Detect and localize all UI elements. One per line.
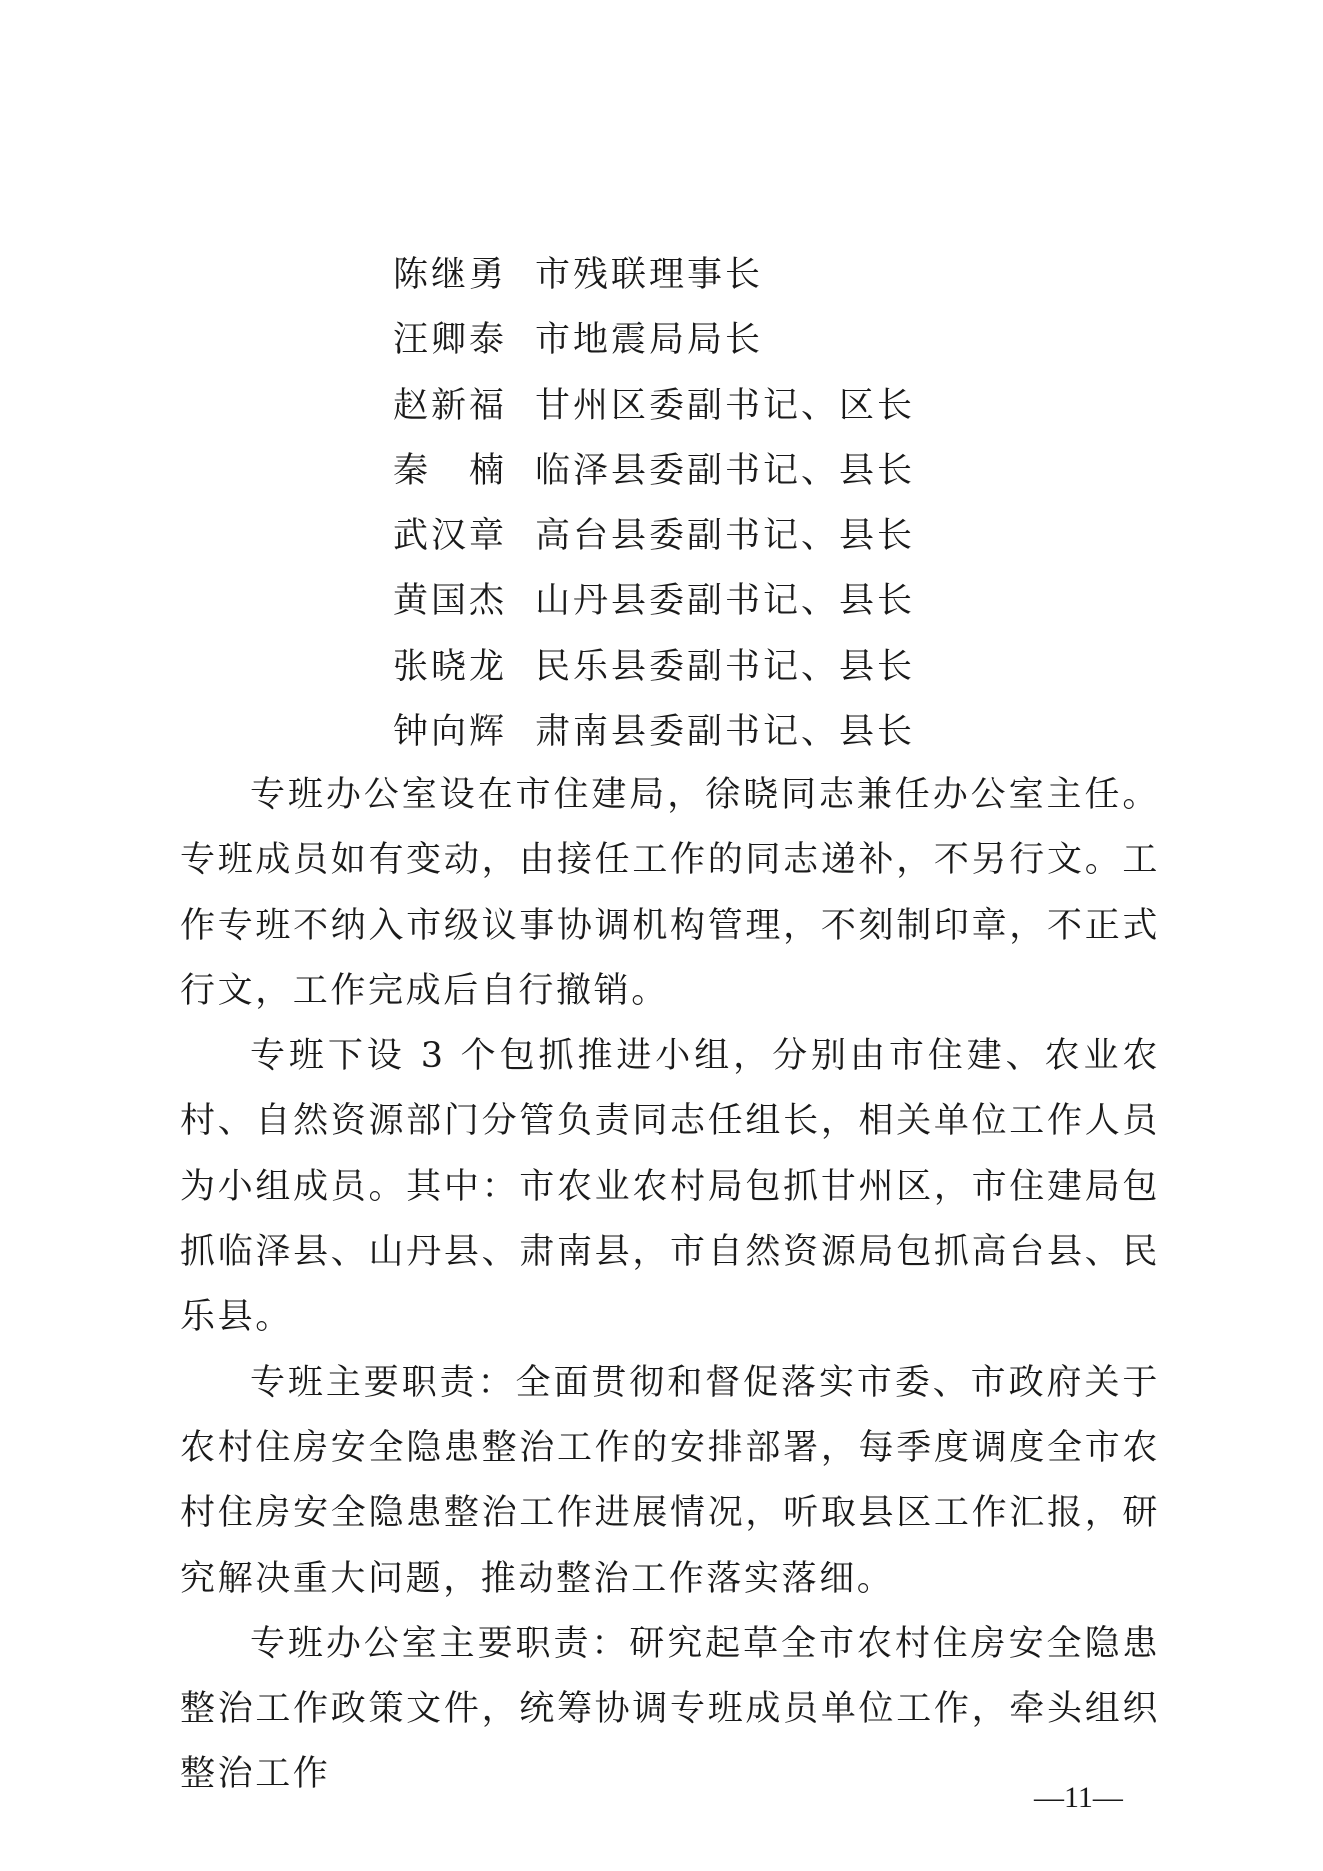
member-role: 市地震局局长	[535, 320, 764, 361]
member-list	[393, 243, 1213, 765]
member-row	[393, 504, 1213, 569]
member-row	[393, 374, 1213, 439]
member-name: 汪卿泰	[393, 320, 508, 361]
member-name: 陈继勇	[393, 255, 508, 295]
member-role: 山丹县委副书记、县长	[535, 581, 916, 622]
member-row	[393, 308, 1213, 373]
member-row	[393, 635, 1213, 700]
member-role: 甘州区委副书记、区长	[535, 385, 916, 426]
member-row	[393, 700, 1213, 765]
paragraph-main-duties: 专班主要职责：全面贯彻和督促落实市委、市政府关于农村住房安全隐患整治工作的安排部署，每季度调度全市农村住房安全隐患整治工作进展情况，听取县区工作汇报，研究解决重大问题，推动整治工作落实落细。	[180, 1362, 1160, 1599]
member-name: 张晓龙	[393, 646, 508, 687]
body-text	[180, 763, 1160, 1808]
member-role: 肃南县委副书记、县长	[535, 712, 916, 753]
member-role: 高台县委副书记、县长	[535, 516, 916, 557]
member-row	[393, 243, 1213, 308]
member-row	[393, 439, 1213, 504]
page-number: —11—	[1034, 1781, 1123, 1814]
paragraph-office-setup: 专班办公室设在市住建局，徐晓同志兼任办公室主任。专班成员如有变动，由接任工作的同志递补，不另行文。工作专班不纳入市级议事协调机构管理，不刻制印章，不正式行文，工作完成后自行撤销。	[180, 775, 1160, 1011]
member-name: 武汉章	[393, 516, 508, 557]
member-name: 钟向辉	[393, 712, 508, 753]
member-name: 黄国杰	[393, 581, 508, 622]
member-name: 赵新福	[393, 385, 508, 426]
member-name: 秦 楠	[393, 450, 508, 491]
member-row	[393, 569, 1213, 634]
member-role: 市残联理事长	[535, 255, 764, 295]
member-role: 临泽县委副书记、县长	[535, 450, 916, 491]
paragraph-subgroups: 专班下设 3 个包抓推进小组，分别由市住建、农业农村、自然资源部门分管负责同志任组长，相关单位工作人员为小组成员。其中：市农业农村局包抓甘州区，市住建局包抓临泽县、山丹县、肃南县，市自然资源局包抓高台县、民乐县。	[180, 1036, 1160, 1338]
member-role: 民乐县委副书记、县长	[535, 646, 916, 687]
paragraph-office-duties: 专班办公室主要职责：研究起草全市农村住房安全隐患整治工作政策文件，统筹协调专班成员单位工作，牵头组织整治工作	[180, 1623, 1160, 1795]
